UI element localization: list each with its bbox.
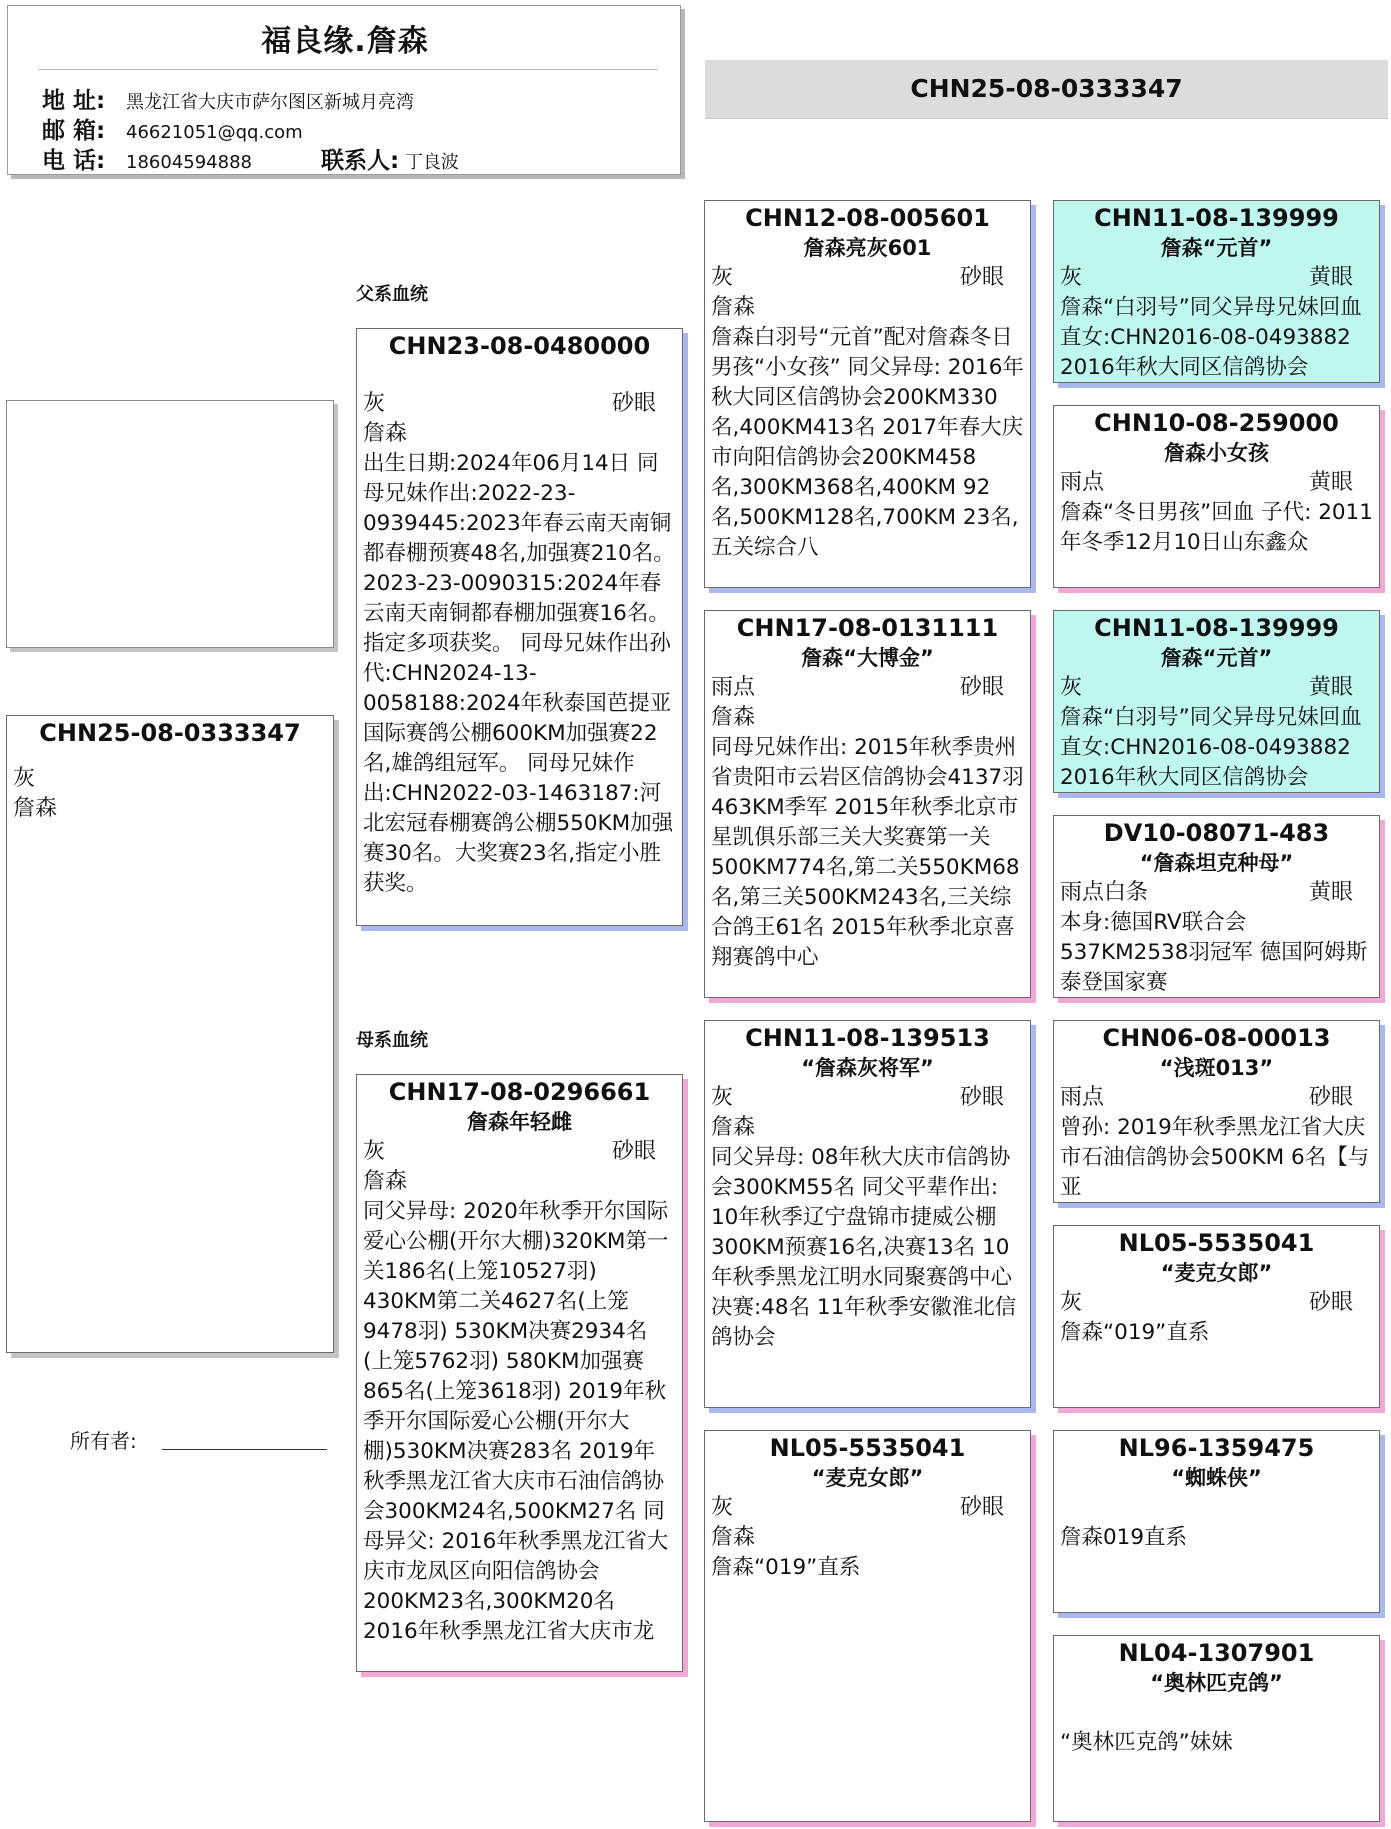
g4-notes: 詹森“白羽号”同父异母兄妹回血 直女:CHN2016-08-0493882 2016年秋大同区信鸽协会 bbox=[1060, 705, 1362, 790]
g4-notes: 詹森“冬日男孩”回血 子代: 2011年冬季12月10日山东鑫众 bbox=[1060, 500, 1373, 555]
g3-eye: 砂眼 bbox=[959, 265, 1004, 290]
contact-label: 联系人: bbox=[321, 148, 400, 174]
g4-color-row bbox=[1054, 1083, 1379, 1113]
g3-notes: 同父异母: 08年秋大庆市信鸽协会300KM55名 同父平辈作出: 10年秋季辽宁盘锦市捷威公棚300KM预赛16名,决赛13名 10年秋季黑龙江明水同聚赛鸽中心决赛:48名 11年秋季安徽淮北信鸽协会 bbox=[711, 1145, 1017, 1350]
g3-color: 灰 bbox=[711, 1495, 734, 1520]
contact-value: 丁良波 bbox=[404, 152, 459, 173]
g3-strain: 詹森 bbox=[711, 705, 756, 730]
phone-label: 电 话: bbox=[42, 148, 106, 174]
dam-notes: 同父异母: 2020年秋季开尔国际爱心公棚(开尔大棚)320KM第一关186名(上笼10527羽) 430KM第二关4627名(上笼9478羽) 530KM决赛2934名(上笼5762羽) 580KM加强赛865名(上笼3618羽) 2019年秋季开尔国际爱心公棚(开尔大棚)530KM决赛283名 2019年秋季黑龙江省大庆市石油信鸽协会300KM24名,500KM27名 同母异父: 2016年秋季黑龙江省大庆市龙凤区向阳信鸽协会200KM23名,300KM20名 2016年秋季黑龙江省大庆市龙 bbox=[363, 1199, 669, 1644]
header-divider bbox=[38, 69, 658, 70]
g3-name: 詹森“大博金” bbox=[801, 646, 934, 670]
g4-eye: 黄眼 bbox=[1308, 675, 1353, 700]
sire-ring: CHN23-08-0480000 bbox=[388, 332, 651, 360]
g3-name: “詹森灰将军” bbox=[801, 1056, 934, 1080]
g3-strain: 詹森 bbox=[711, 1525, 756, 1550]
g3-ring: CHN11-08-139513 bbox=[745, 1024, 990, 1052]
g4-name: “奥林匹克鸽” bbox=[1150, 1671, 1283, 1695]
g4-eye: 砂眼 bbox=[1308, 1085, 1353, 1110]
g3-color: 雨点 bbox=[711, 675, 756, 700]
subject-ring-banner: CHN25-08-0333347 bbox=[705, 60, 1388, 119]
g3-strain: 詹森 bbox=[711, 1115, 756, 1140]
g3-notes: 詹森“019”直系 bbox=[711, 1555, 861, 1580]
phone-value: 18604594888 bbox=[126, 152, 252, 173]
g4-eye: 砂眼 bbox=[1308, 1290, 1353, 1315]
great-grandparent-card bbox=[1053, 1430, 1380, 1613]
sire-strain: 詹森 bbox=[363, 421, 408, 446]
great-grandparent-card bbox=[1053, 1635, 1380, 1822]
sire-card bbox=[356, 328, 683, 926]
address-label: 地 址: bbox=[42, 88, 106, 114]
g4-color: 雨点 bbox=[1060, 1085, 1105, 1110]
g4-ring: NL96-1359475 bbox=[1118, 1434, 1315, 1462]
maternal-label: 母系血统 bbox=[356, 1030, 428, 1051]
g3-ring: CHN17-08-0131111 bbox=[736, 614, 999, 642]
g4-notes: 詹森“白羽号”同父异母兄妹回血 直女:CHN2016-08-0493882 2016年秋大同区信鸽协会 bbox=[1060, 295, 1362, 380]
subject-strain: 詹森 bbox=[13, 796, 58, 821]
g3-color-row bbox=[705, 1493, 1030, 1523]
g4-ring: CHN11-08-139999 bbox=[1094, 204, 1339, 232]
g3-name: “麦克女郎” bbox=[811, 1466, 924, 1490]
g3-notes: 同母兄妹作出: 2015年秋季贵州省贵阳市云岩区信鸽协会4137羽463KM季军 2015年秋季北京市星凯俱乐部三关大奖赛第一关500KM774名,第二关550KM68名,第三关500KM243名,三关综合鸽王61名 2015年秋季北京喜翔赛鸽中心 bbox=[711, 735, 1024, 970]
great-grandparent-card bbox=[1053, 610, 1380, 793]
great-grandparent-card bbox=[1053, 815, 1380, 998]
g4-color: 雨点白条 bbox=[1060, 880, 1149, 905]
sire-notes: 出生日期:2024年06月14日 同母兄妹作出:2022-23-0939445:2023年春云南天南铜都春棚预赛48名,加强赛210名。2023-23-0090315:2024年春云南天南铜都春棚加强赛16名。指定多项获奖。 同母兄妹作出孙代:CHN2024-13-0058188:2024年秋泰国芭提亚国际赛鸽公棚600KM加强赛22名,雄鸽组冠军。 同母兄妹作出:CHN2022-03-1463187:河北宏冠春棚赛鸽公棚550KM加强赛30名。大奖赛23名,指定小胜获奖。 bbox=[363, 451, 675, 896]
g4-color-row bbox=[1054, 878, 1379, 908]
g3-color-row bbox=[705, 263, 1030, 293]
sire-color: 灰 bbox=[363, 391, 386, 416]
dam-card bbox=[356, 1074, 683, 1672]
g3-color-row bbox=[705, 673, 1030, 703]
email-value: 46621051@qq.com bbox=[126, 122, 303, 143]
g4-name: “詹森坦克种母” bbox=[1139, 851, 1294, 875]
g4-color-row bbox=[1054, 468, 1379, 498]
great-grandparent-card bbox=[1053, 405, 1380, 588]
g4-notes: 詹森019直系 bbox=[1060, 1525, 1188, 1550]
g3-ring: CHN12-08-005601 bbox=[745, 204, 990, 232]
g4-color: 雨点 bbox=[1060, 470, 1105, 495]
g4-ring: CHN06-08-00013 bbox=[1102, 1024, 1331, 1052]
g4-notes: 本身:德国RV联合会537KM2538羽冠军 德国阿姆斯泰登国家赛 bbox=[1060, 910, 1368, 995]
phone-row bbox=[42, 142, 459, 175]
g4-ring: CHN11-08-139999 bbox=[1094, 614, 1339, 642]
g4-color: 灰 bbox=[1060, 675, 1083, 700]
g4-eye: 黄眼 bbox=[1308, 880, 1353, 905]
paternal-label: 父系血统 bbox=[356, 284, 428, 305]
breeder-header bbox=[7, 5, 681, 175]
g3-color: 灰 bbox=[711, 265, 734, 290]
g3-ring: NL05-5535041 bbox=[769, 1434, 966, 1462]
g4-eye: 黄眼 bbox=[1308, 470, 1353, 495]
breeder-title: 福良缘.詹森 bbox=[261, 24, 429, 59]
g4-color: 灰 bbox=[1060, 1290, 1083, 1315]
dam-eye: 砂眼 bbox=[611, 1139, 656, 1164]
sire-color-row bbox=[357, 389, 682, 419]
g4-ring: DV10-08071-483 bbox=[1103, 819, 1330, 847]
g4-name: 詹森小女孩 bbox=[1164, 441, 1269, 465]
dam-color: 灰 bbox=[363, 1139, 386, 1164]
g3-color: 灰 bbox=[711, 1085, 734, 1110]
dam-ring: CHN17-08-0296661 bbox=[388, 1078, 651, 1106]
owner-label: 所有者: bbox=[70, 1429, 137, 1453]
owner-signature-line bbox=[162, 1449, 327, 1450]
g4-name: “蜘蛛侠” bbox=[1171, 1466, 1262, 1490]
g4-notes: “奥林匹克鸽”妹妹 bbox=[1060, 1730, 1233, 1755]
great-grandparent-card bbox=[1053, 1020, 1380, 1203]
email-row bbox=[42, 112, 303, 145]
g3-strain: 詹森 bbox=[711, 295, 756, 320]
g4-ring: CHN10-08-259000 bbox=[1094, 409, 1339, 437]
g4-color-row bbox=[1054, 1698, 1379, 1728]
dam-color-row bbox=[357, 1137, 682, 1167]
granddam-maternal-card bbox=[704, 1430, 1031, 1822]
pigeon-photo-frame bbox=[6, 400, 334, 648]
g4-ring: NL05-5535041 bbox=[1118, 1229, 1315, 1257]
g3-eye: 砂眼 bbox=[959, 1085, 1004, 1110]
g4-color-row bbox=[1054, 1288, 1379, 1318]
g4-color-row bbox=[1054, 1493, 1379, 1523]
g4-notes: 詹森“019”直系 bbox=[1060, 1320, 1210, 1345]
email-label: 邮 箱: bbox=[42, 118, 106, 144]
g3-eye: 砂眼 bbox=[959, 1495, 1004, 1520]
great-grandparent-card bbox=[1053, 200, 1380, 383]
address-value: 黑龙江省大庆市萨尔图区新城月亮湾 bbox=[126, 92, 414, 113]
great-grandparent-card bbox=[1053, 1225, 1380, 1408]
g4-notes: 曾孙: 2019年秋季黑龙江省大庆市石油信鸽协会500KM 6名【与亚 bbox=[1060, 1115, 1370, 1200]
g3-color-row bbox=[705, 1083, 1030, 1113]
g4-color-row bbox=[1054, 673, 1379, 703]
subject-card bbox=[6, 715, 334, 1353]
subject-ring: CHN25-08-0333347 bbox=[39, 719, 301, 747]
g4-name: 詹森“元首” bbox=[1160, 236, 1273, 260]
g4-name: 詹森“元首” bbox=[1160, 646, 1273, 670]
dam-strain: 詹森 bbox=[363, 1169, 408, 1194]
granddam-paternal-card bbox=[704, 610, 1031, 998]
g4-color: 灰 bbox=[1060, 265, 1083, 290]
sire-eye: 砂眼 bbox=[611, 391, 656, 416]
g4-color-row bbox=[1054, 263, 1379, 293]
grandsire-maternal-card bbox=[704, 1020, 1031, 1408]
g3-name: 詹森亮灰601 bbox=[803, 236, 932, 260]
dam-name: 詹森年轻雌 bbox=[467, 1110, 572, 1134]
g3-eye: 砂眼 bbox=[959, 675, 1004, 700]
g4-name: “麦克女郎” bbox=[1160, 1261, 1273, 1285]
g4-ring: NL04-1307901 bbox=[1118, 1639, 1315, 1667]
g3-notes: 詹森白羽号“元首”配对詹森冬日男孩“小女孩” 同父异母: 2016年秋大同区信鸽协会200KM330名,400KM413名 2017年春大庆市向阳信鸽协会200KM458名,300KM368名,400KM 92名,500KM128名,700KM 23名,五关综合八 bbox=[711, 325, 1024, 560]
g4-eye: 黄眼 bbox=[1308, 265, 1353, 290]
address-row bbox=[42, 82, 414, 115]
g4-name: “浅斑013” bbox=[1159, 1056, 1274, 1080]
subject-color: 灰 bbox=[13, 766, 36, 791]
grandsire-paternal-card bbox=[704, 200, 1031, 588]
